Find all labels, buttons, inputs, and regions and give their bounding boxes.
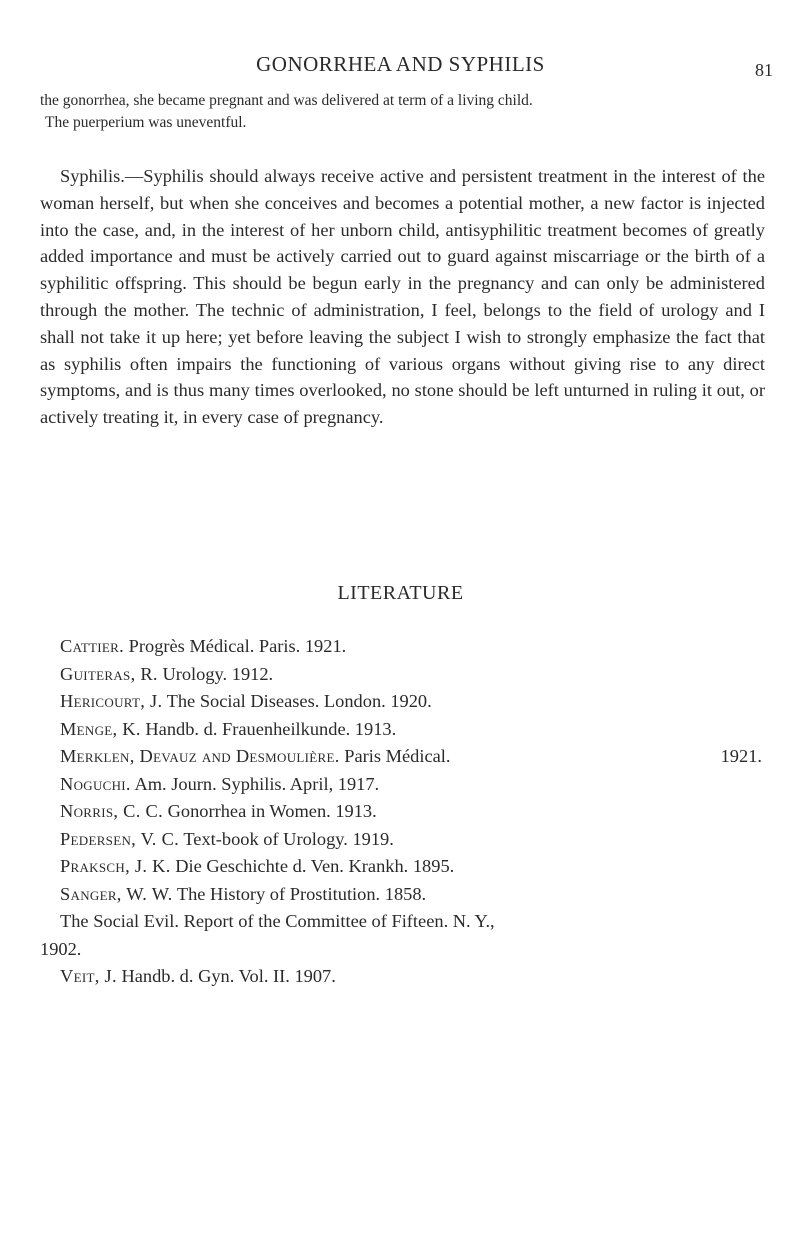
reference-item [40,661,770,689]
reference-text: Text-book of Urology. 1919. [183,828,394,849]
syphilis-paragraph [40,163,765,431]
reference-author: Guiteras, R. [60,663,158,684]
reference-text: Handb. d. Gyn. Vol. II. 1907. [121,966,336,986]
reference-text: The Social Evil. Report of the Committee of Fifteen. N. Y., [60,911,495,931]
syphilis-body: —Syphilis should always receive active and persistent treatment in the interest of the woman herself, but when she conceives and becomes a potential mother, a new factor is injected into the case, and, in the interest of her unborn child, antisyphilitic treatment becomes of greatly added importance and must be actively carried out to guard against miscarriage or the birth of a syphilitic offspring. This should be begun early in the pregnancy and can only be administered through the mother. The technic of administration, I feel, belongs to the field of urology and I shall not take it up here; yet before leaving the subject I wish to strongly emphasize the fact that as syphilis often impairs the functioning of various organs without giving rise to any direct symptoms, and is thus many times overlooked, no stone should be left unturned in ruling it out, or actively treating it, in every case of pregnancy. [40,166,765,428]
intro-line-2: The puerperium was uneventful. [45,114,247,131]
reference-author: Veit, J. [60,966,117,986]
syphilis-lead: Syphilis. [60,166,125,186]
reference-item [40,688,770,716]
reference-item [40,798,770,826]
reference-item [40,853,770,881]
reference-text: Handb. d. Frauenheilkunde. 1913. [145,718,397,739]
page-number: 81 [755,60,773,80]
reference-text: Paris Médical. [344,746,451,766]
reference-author: Praksch, J. K. [60,856,171,876]
reference-text: Die Geschichte d. Ven. Krankh. 1895. [175,856,455,876]
reference-text: The Social Diseases. London. 1920. [166,691,432,711]
reference-author: Merklen, Devauz and Desmoulière. [60,746,340,766]
reference-text: Urology. 1912. [162,663,274,684]
intro-paragraph [40,90,760,134]
reference-author: Noguchi. [60,773,131,794]
reference-continuation: 1902. [40,938,82,959]
reference-text: Gonorrhea in Women. 1913. [167,801,377,821]
reference-item [40,826,770,854]
reference-item [40,716,770,744]
reference-item [40,633,770,661]
reference-item [40,771,770,799]
reference-item [40,908,770,963]
literature-heading: LITERATURE [337,582,464,604]
intro-line-1: the gonorrhea, she became pregnant and was delivered at term of a living child. [40,92,533,109]
reference-item [40,743,770,771]
reference-author: Norris, C. C. [60,801,163,821]
reference-item [40,881,770,909]
reference-list [40,633,770,991]
reference-author: Menge, K. [60,718,141,739]
reference-item [40,963,770,991]
reference-text: The History of Prostitution. 1858. [176,883,427,904]
reference-author: Hericourt, J. [60,691,163,711]
running-head: GONORRHEA AND SYPHILIS [256,52,545,76]
reference-text: Am. Journ. Syphilis. April, 1917. [134,773,380,794]
reference-author: Sanger, W. W. [60,883,173,904]
reference-author: Pedersen, V. C. [60,828,180,849]
reference-text: Progrès Médical. Paris. 1921. [128,636,347,656]
reference-author: Cattier. [60,636,125,656]
reference-year: 1921. [720,746,762,766]
